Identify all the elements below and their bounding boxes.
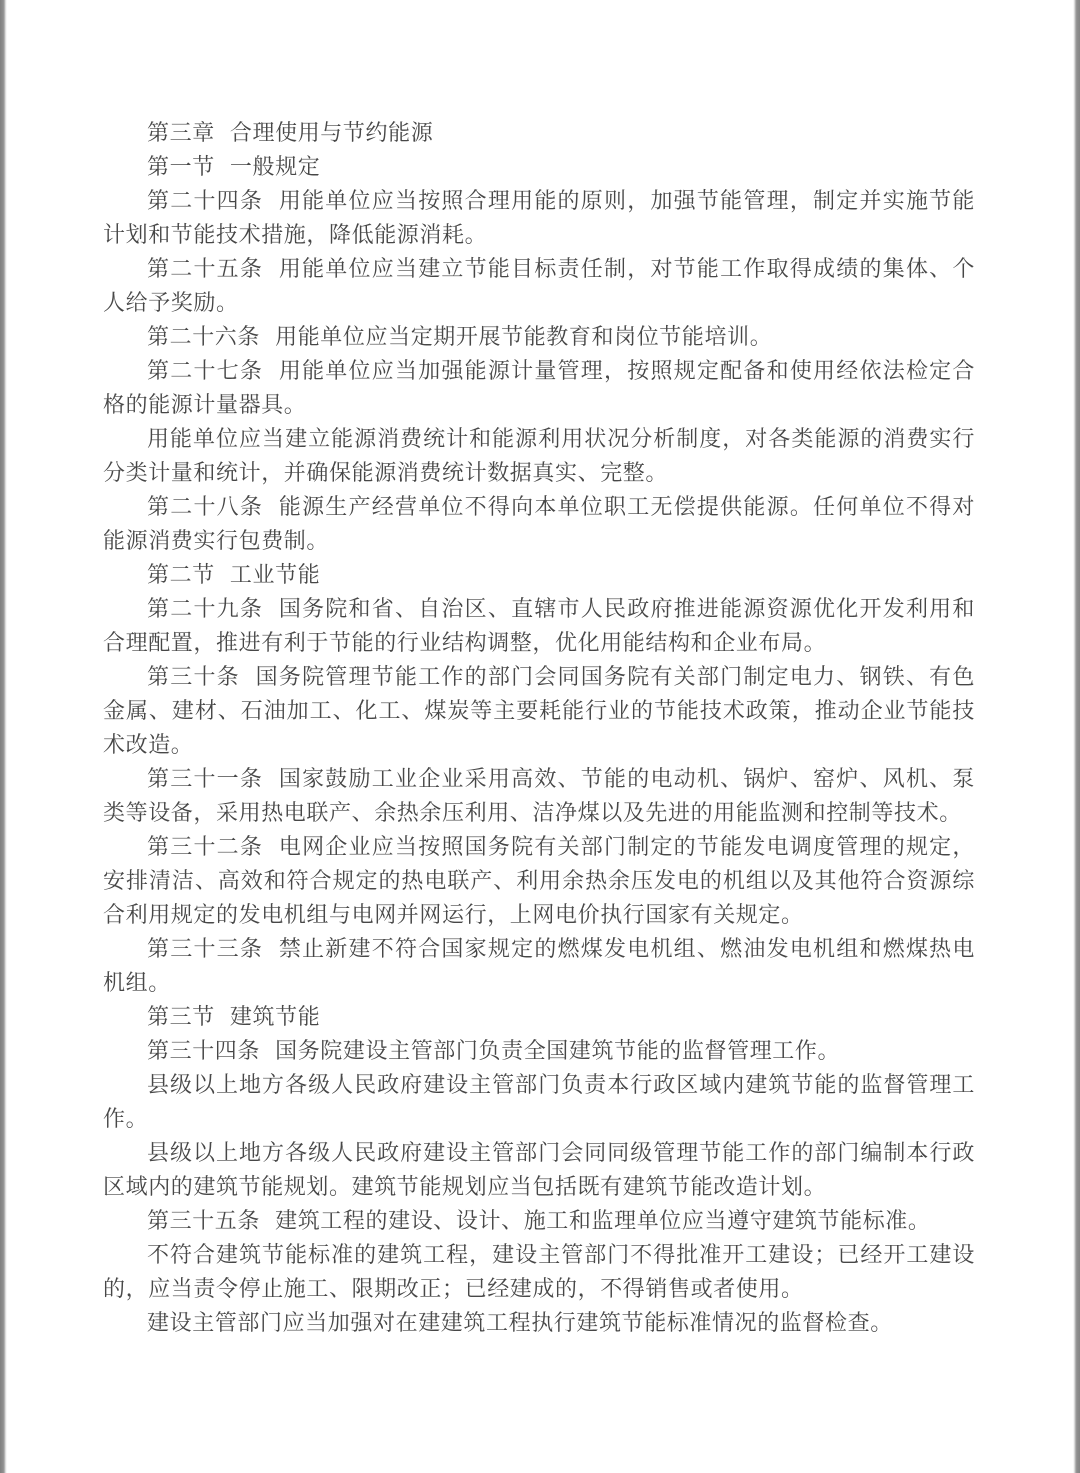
article: 第二十八条 能源生产经营单位不得向本单位职工无偿提供能源。任何单位不得对能源消费实行包费制。 [103, 494, 975, 553]
article: 第二十六条 用能单位应当定期开展节能教育和岗位节能培训。 [147, 324, 773, 349]
section-heading: 第二节 工业节能 [147, 562, 321, 587]
article: 第三十二条 电网企业应当按照国务院有关部门制定的节能发电调度管理的规定，安排清洁、高效和符合规定的热电联产、利用余热余压发电的机组以及其他符合资源综合利用规定的发电机组与电网并网运行，上网电价执行国家有关规定。 [103, 834, 975, 927]
chapter-heading: 第三章 合理使用与节约能源 [147, 120, 434, 145]
article: 第三十一条 国家鼓励工业企业采用高效、节能的电动机、锅炉、窑炉、风机、泵类等设备，采用热电联产、余热余压利用、洁净煤以及先进的用能监测和控制等技术。 [103, 766, 975, 825]
section-heading: 第一节 一般规定 [147, 154, 321, 179]
article: 第三十五条 建筑工程的建设、设计、施工和监理单位应当遵守建筑节能标准。 [147, 1208, 931, 1233]
article: 第二十四条 用能单位应当按照合理用能的原则，加强节能管理，制定并实施节能计划和节能技术措施，降低能源消耗。 [103, 188, 975, 247]
paragraph: 用能单位应当建立能源消费统计和能源利用状况分析制度，对各类能源的消费实行分类计量和统计，并确保能源消费统计数据真实、完整。 [103, 426, 975, 485]
article: 第三十四条 国务院建设主管部门负责全国建筑节能的监督管理工作。 [147, 1038, 841, 1063]
article: 第二十七条 用能单位应当加强能源计量管理，按照规定配备和使用经依法检定合格的能源计量器具。 [103, 358, 975, 417]
paragraph: 建设主管部门应当加强对在建建筑工程执行建筑节能标准情况的监督检查。 [147, 1310, 893, 1335]
article: 第三十三条 禁止新建不符合国家规定的燃煤发电机组、燃油发电机组和燃煤热电机组。 [103, 936, 975, 995]
document-body [103, 116, 975, 1340]
left-page-edge [0, 0, 7, 1473]
paragraph: 县级以上地方各级人民政府建设主管部门会同同级管理节能工作的部门编制本行政区域内的建筑节能规划。建筑节能规划应当包括既有建筑节能改造计划。 [103, 1140, 975, 1199]
article: 第二十五条 用能单位应当建立节能目标责任制，对节能工作取得成绩的集体、个人给予奖励。 [103, 256, 975, 315]
article: 第二十九条 国务院和省、自治区、直辖市人民政府推进能源资源优化开发利用和合理配置，推进有利于节能的行业结构调整，优化用能结构和企业布局。 [103, 596, 975, 655]
section-heading: 第三节 建筑节能 [147, 1004, 321, 1029]
paragraph: 不符合建筑节能标准的建筑工程，建设主管部门不得批准开工建设；已经开工建设的，应当责令停止施工、限期改正；已经建成的，不得销售或者使用。 [103, 1242, 975, 1301]
article: 第三十条 国务院管理节能工作的部门会同国务院有关部门制定电力、钢铁、有色金属、建材、石油加工、化工、煤炭等主要耗能行业的节能技术政策，推动企业节能技术改造。 [103, 664, 975, 757]
paragraph: 县级以上地方各级人民政府建设主管部门负责本行政区域内建筑节能的监督管理工作。 [103, 1072, 975, 1131]
right-page-edge [1073, 0, 1080, 1473]
